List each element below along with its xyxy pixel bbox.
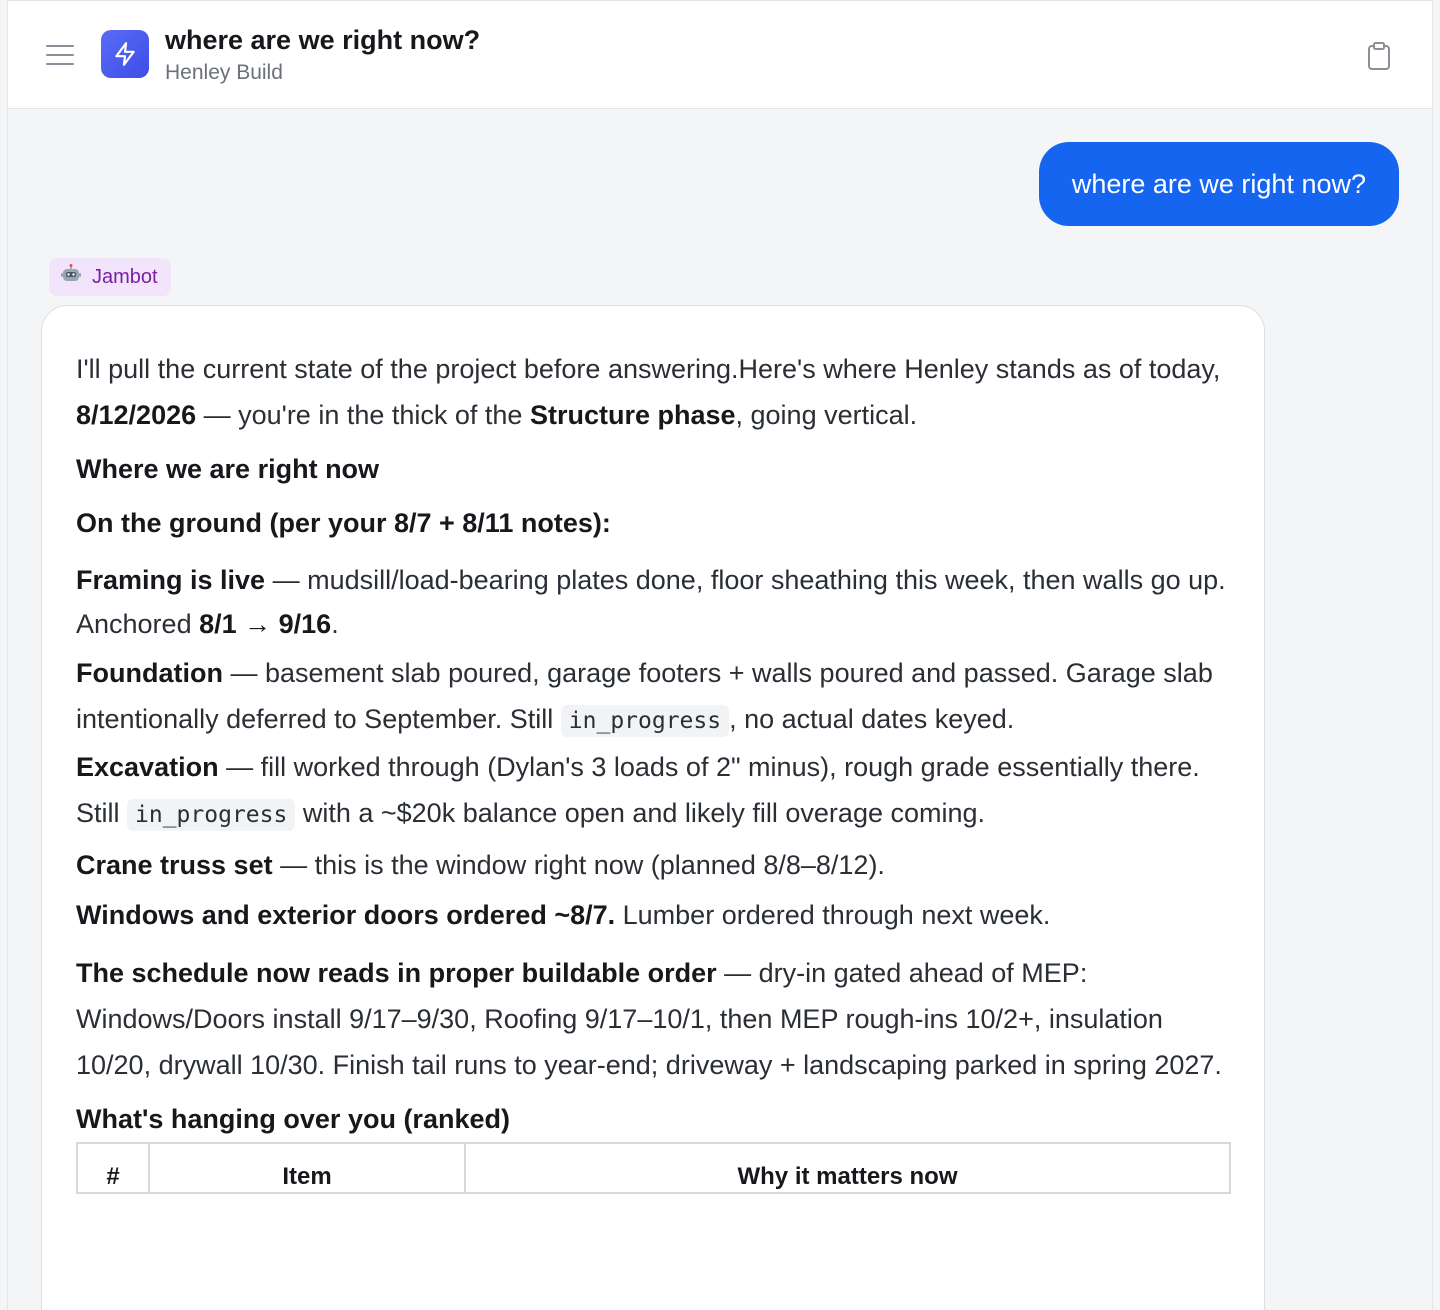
today-date: 8/12/2026 xyxy=(76,400,197,430)
item-label: Framing is live xyxy=(76,565,266,595)
item-text: — mudsill/load-bearing plates done, floor sheathing this week, then walls go up. Anchored xyxy=(76,565,1226,639)
item-text: with a ~$20k balance open and likely fill overage coming. xyxy=(295,798,986,828)
robot-icon xyxy=(60,263,82,291)
item-label: Foundation xyxy=(76,658,223,688)
intro-paragraph xyxy=(76,346,1230,438)
column-header-item: Item xyxy=(149,1143,465,1193)
status-code: in_progress xyxy=(561,705,729,737)
section-heading-now: Where we are right now xyxy=(76,454,380,484)
item-label: The schedule now reads in proper buildable order xyxy=(76,958,717,988)
intro-text: , going vertical. xyxy=(735,400,918,430)
app-window xyxy=(7,0,1433,1310)
schedule-paragraph xyxy=(76,950,1230,1088)
item-label: Crane truss set xyxy=(76,850,273,880)
item-text: — dry-in gated ahead of MEP: Windows/Doors install 9/17–9/30, Roofing 9/17–10/1, then MEP rough-ins 10/2+, insulation 10/20, drywall 10/30. Finish tail runs to year-end; driveway + landscaping parked in spring 2027. xyxy=(76,958,1222,1080)
item-label: Excavation xyxy=(76,752,219,782)
bot-name-badge xyxy=(49,258,171,296)
intro-text: I'll pull the current state of the project before answering.Here's where Henley stands as of today, xyxy=(76,354,1221,384)
item-text: . xyxy=(331,609,339,639)
section-heading-ground: On the ground (per your 8/7 + 8/11 notes): xyxy=(76,508,611,538)
status-item-windows xyxy=(76,892,1230,938)
bot-message-card xyxy=(41,305,1265,1310)
item-text: — this is the window right now (planned 8/8–8/12). xyxy=(272,850,885,880)
column-header-rank: # xyxy=(77,1143,149,1193)
current-phase: Structure phase xyxy=(529,400,736,430)
lightning-bolt-icon xyxy=(101,30,149,78)
status-item-excavation xyxy=(76,744,1230,838)
item-label: Windows and exterior doors ordered ~8/7. xyxy=(76,900,616,930)
chat-header xyxy=(8,0,1432,109)
item-text: — basement slab poured, garage footers + walls poured and passed. Garage slab intentionally deferred to September. Still xyxy=(76,658,1213,734)
section-heading-hanging: What's hanging over you (ranked) xyxy=(76,1104,510,1134)
ranked-items-table xyxy=(76,1142,1231,1194)
status-item-crane xyxy=(76,842,1230,888)
page-title: where are we right now? xyxy=(165,25,481,55)
item-text: — fill worked through (Dylan's 3 loads of 2" minus), rough grade essentially there. Still xyxy=(76,752,1200,828)
intro-text: — you're in the thick of the xyxy=(196,400,530,430)
item-text: Lumber ordered through next week. xyxy=(615,900,1051,930)
status-code: in_progress xyxy=(127,799,295,831)
header-title-block xyxy=(165,23,480,87)
date-range: 8/1 → 9/16 xyxy=(199,609,332,639)
bot-name: Jambot xyxy=(92,265,158,288)
user-message-bubble: where are we right now? xyxy=(1039,142,1399,226)
status-item-foundation xyxy=(76,650,1230,744)
project-name: Henley Build xyxy=(165,61,283,84)
item-text: , no actual dates keyed. xyxy=(729,704,1015,734)
table-header-row xyxy=(77,1143,1230,1193)
clipboard-icon[interactable] xyxy=(1366,41,1392,71)
hamburger-menu-icon[interactable] xyxy=(46,45,74,65)
column-header-why: Why it matters now xyxy=(465,1143,1230,1193)
status-item-framing xyxy=(76,558,1230,646)
